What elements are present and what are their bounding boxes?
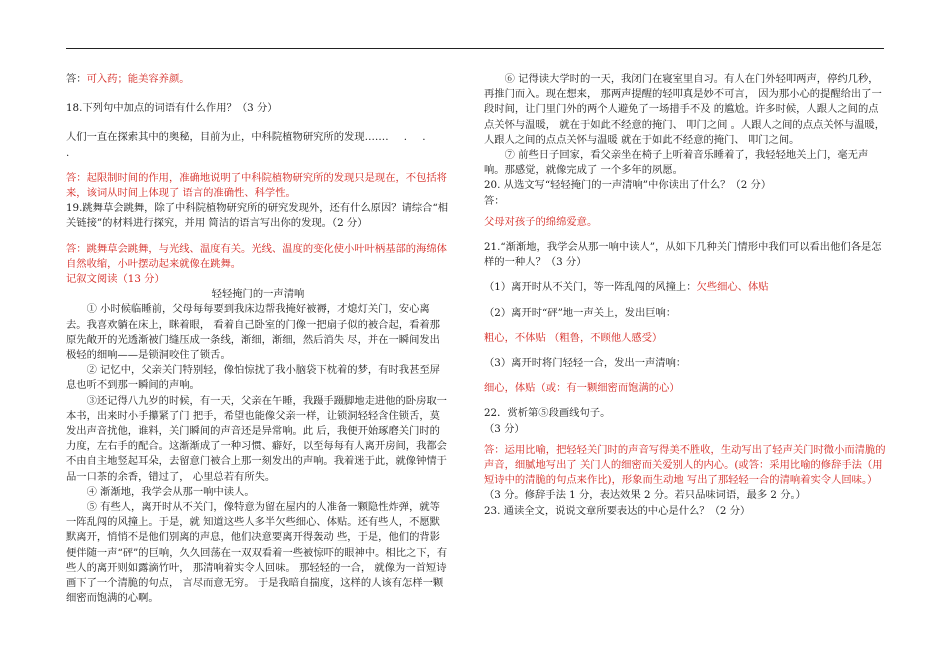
paragraph-7: ⑦ 前些日子回家，看父亲坐在椅子上听着音乐睡着了，我轻轻地关上门，毫无声响。那感觉，就像完成了 一个多年的夙愿。 <box>484 149 869 177</box>
answer-20-label: 答： <box>484 194 505 207</box>
section-heading: 记叙文阅读（13 分） <box>66 273 165 286</box>
right-column <box>484 72 886 519</box>
paragraph-3: ③还记得八九岁的时候，有一天，父亲在午睡，我蹑手蹑脚地走进他的卧房取一本书，出来时小手攥紧了门 把手，希望也能像父亲一样，让锁洞轻轻含住锁舌，莫发出声音扰他，谁料，关门瞬间的声音还是异常响。此 后，我便开始琢磨关门时的力度，左右手的配合。这渐渐成了一种习惯、癖好，以至每每有人离开房间，我都会 不由自主地竖起耳朵，去留意门被合上那一刻发出的声响。我着迷于此，就像钟情于品一口茶的余香，错过了， 心里总若有所失。 <box>66 394 447 483</box>
question-19: 19.跳舞草会跳舞，除了中科院植物研究所的研究发现外，还有什么原因？请综合“相关链接”的材料进行探究，并用 简洁的语言写出你的发现。（2 分） <box>66 202 449 230</box>
answer-18: 答：起限制时间的作用，准确地说明了中科院植物研究所的发现只是现在，不包括将来，该词从时间上体现了 语言的准确性、科学性。 <box>66 171 447 200</box>
paragraph-2: ② 记忆中，父亲关门特别轻，像怕惊扰了我小脑袋下枕着的梦，有时我甚至屏息也听不到那一瞬间的声响。 <box>66 364 440 392</box>
question-18-sentence: 人们一直在探索其中的奥秘，目前为止，中科院植物研究所的发现……. . . . <box>66 131 432 159</box>
answer-22: 答：运用比喻，把轻轻关门时的声音写得美不胜收，生动写出了轻声关门时微小而清脆的声音，细腻地写出了 关门人的细密而关爱别人的内心。(或答：采用比喻的修辞手法（用短诗中的清脆的句点来作比)，形象而生动地 写出了那轻轻一合的清响着实令人回味。）（3 分。修辞手法 1 分，表达效果 2 分。若只品味词语，最多 2 分。） <box>484 443 886 502</box>
question-22: 22．赏析第⑤段画线句子。 <box>484 407 611 420</box>
question-18: 18.下列句中加点的词语有什么作用？（3 分） <box>66 102 278 115</box>
answer-20: 父母对孩子的绵绵爱意。 <box>484 215 598 228</box>
question-21: 21.“渐渐地，我学会从那一响中读人”，从如下几种关门情形中我们可以看出他们各是怎样的一种人？（3 分） <box>484 241 882 269</box>
article-title: 轻轻掩门的一声清响 <box>211 288 305 301</box>
answer-previous: 答：可入药；能美容养颜。 <box>66 73 190 85</box>
question-20: 20. 从选文写“轻轻掩门的一声清响”中你读出了什么？（2 分） <box>484 179 772 192</box>
paragraph-1: ① 小时候临睡前，父母每每要到我床边帮我掩好被褥，才熄灯关门，安心离去。我喜欢躺在床上，眯着眼， 看着自己卧室的门像一把扇子似的被合起，看着那原先敞开的光透渐被门缝压成一条线，渐细，渐细，然后消失 尽，并在一瞬间发出极轻的细响——是锁洞咬住了锁舌。 <box>66 303 440 362</box>
answer-21-item-2: 粗心，不体贴 （粗鲁，不顾他人感受） <box>484 331 663 344</box>
left-column <box>66 72 450 607</box>
question-21-item-2: （2）离开时“砰”地一声关上，发出巨响： <box>484 306 677 319</box>
question-22-score: （3 分） <box>484 422 525 435</box>
question-21-item-3: （3）离开时将门轻轻一合，发出一声清响： <box>484 357 687 370</box>
question-21-item-1: （1）离开时从不关门，等一阵乱闯的风撞上：欠些细心、体贴 <box>484 281 769 294</box>
answer-21-item-3: 细心，体贴（或：有一颗细密而饱满的心） <box>484 382 680 395</box>
paragraph-4: ④ 渐渐地，我学会从那一响中读人。 <box>86 485 255 498</box>
question-23: 23. 通读全文，说说文章所要表达的中心是什么？（2 分） <box>484 504 751 517</box>
header-rule <box>66 48 884 49</box>
paragraph-5: ⑤ 有些人，离开时从不关门，像特意为留在屋内的人准备一颗隐性炸弹，就等一阵乱闯的风撞上。于是，就 知道这些人多半欠些细心、体贴。还有些人，不愿默默离开，悄悄不是他们别离的声息，他们决意要离开得轰动 些，于是，他们的背影便伴随一声“砰”的巨响，久久回荡在一双双看着一些被惊吓的眼神中。相比之下，有些人的离开则如露滴竹叶， 那清响着实令人回味。 那轻轻的一合， 就像为一首短诗画下了一个清脆的句点， 言尽而意无穷。 于是我暗自揣度，这样的人该有怎样一颗细密而饱满的心啊。 <box>66 501 448 605</box>
paragraph-6: ⑥ 记得读大学时的一天，我闭门在寝室里自习。有人在门外轻叩两声，停约几秒，再推门而入。现在想来， 那两声提醒的轻叩真是妙不可言， 因为那小心的提醒给出了一段时间，让门里门外的两个人避免了一场措手不及 的尴尬。许多时候，人跟人之间的点点关怀与温暖， 就在于如此不经意的掩门、 叩门之间 。人跟人之间的点点关怀与温暖， 人跟人之间的点点关怀与温暖 就在于如此不经意的掩门、 叩门之间。 <box>484 73 886 146</box>
answer-19: 答：跳舞草会跳舞，与光线、温度有关。光线、温度的变化使小叶叶柄基部的海绵体自然收缩，小叶摆动起来就像在跳舞。 <box>66 242 447 270</box>
